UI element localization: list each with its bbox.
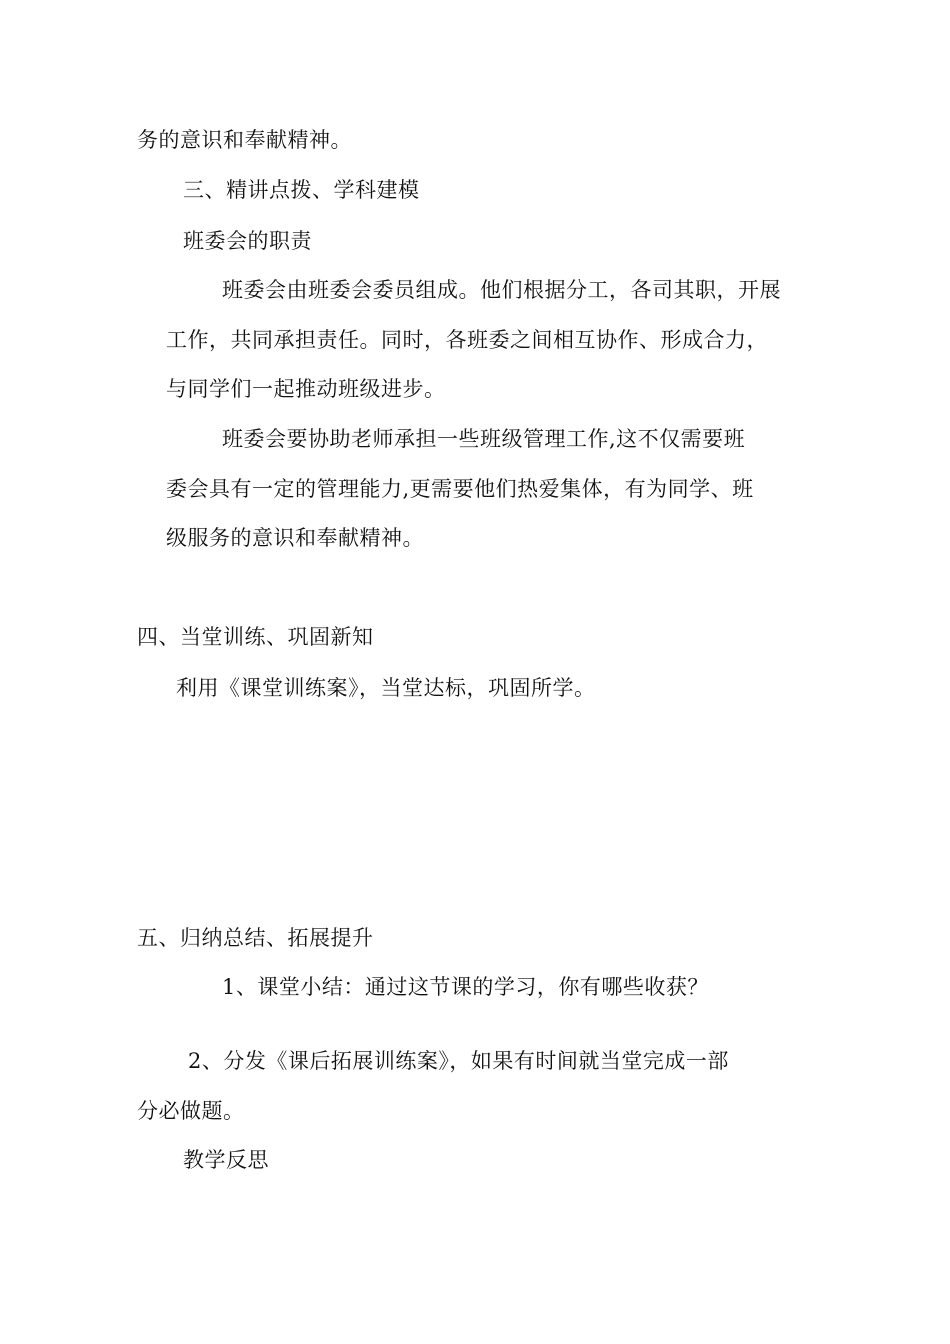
section-heading-4: 四、当堂训练、巩固新知 xyxy=(137,625,374,649)
section-4-text: 利用《课堂训练案》，当堂达标，巩固所学。 xyxy=(176,676,596,700)
teaching-reflection-heading: 教学反思 xyxy=(183,1148,269,1172)
subheading-class-committee: 班委会的职责 xyxy=(183,229,312,253)
paragraph-2-line-1: 班委会要协助老师承担一些班级管理工作,这不仅需要班 xyxy=(222,427,746,451)
paragraph-2-line-2: 委会具有一定的管理能力,更需要他们热爱集体，有为同学、班 xyxy=(166,477,754,501)
summary-item-2-line-2: 分必做题。 xyxy=(137,1099,245,1123)
text-line-continuation: 务的意识和奉献精神。 xyxy=(137,128,352,152)
section-heading-3: 三、精讲点拨、学科建模 xyxy=(183,178,420,202)
paragraph-2-line-3: 级服务的意识和奉献精神。 xyxy=(166,526,424,550)
section-heading-5: 五、归纳总结、拓展提升 xyxy=(137,926,374,950)
paragraph-1-line-3: 与同学们一起推动班级进步。 xyxy=(166,377,446,401)
summary-item-2-line-1: 2、分发《课后拓展训练案》，如果有时间就当堂完成一部 xyxy=(188,1049,729,1073)
paragraph-1-line-1: 班委会由班委会委员组成。他们根据分工，各司其职，开展 xyxy=(222,278,781,302)
summary-item-1: 1、课堂小结：通过这节课的学习，你有哪些收获？ xyxy=(222,975,709,999)
paragraph-1-line-2: 工作，共同承担责任。同时，各班委之间相互协作、形成合力， xyxy=(166,328,768,352)
